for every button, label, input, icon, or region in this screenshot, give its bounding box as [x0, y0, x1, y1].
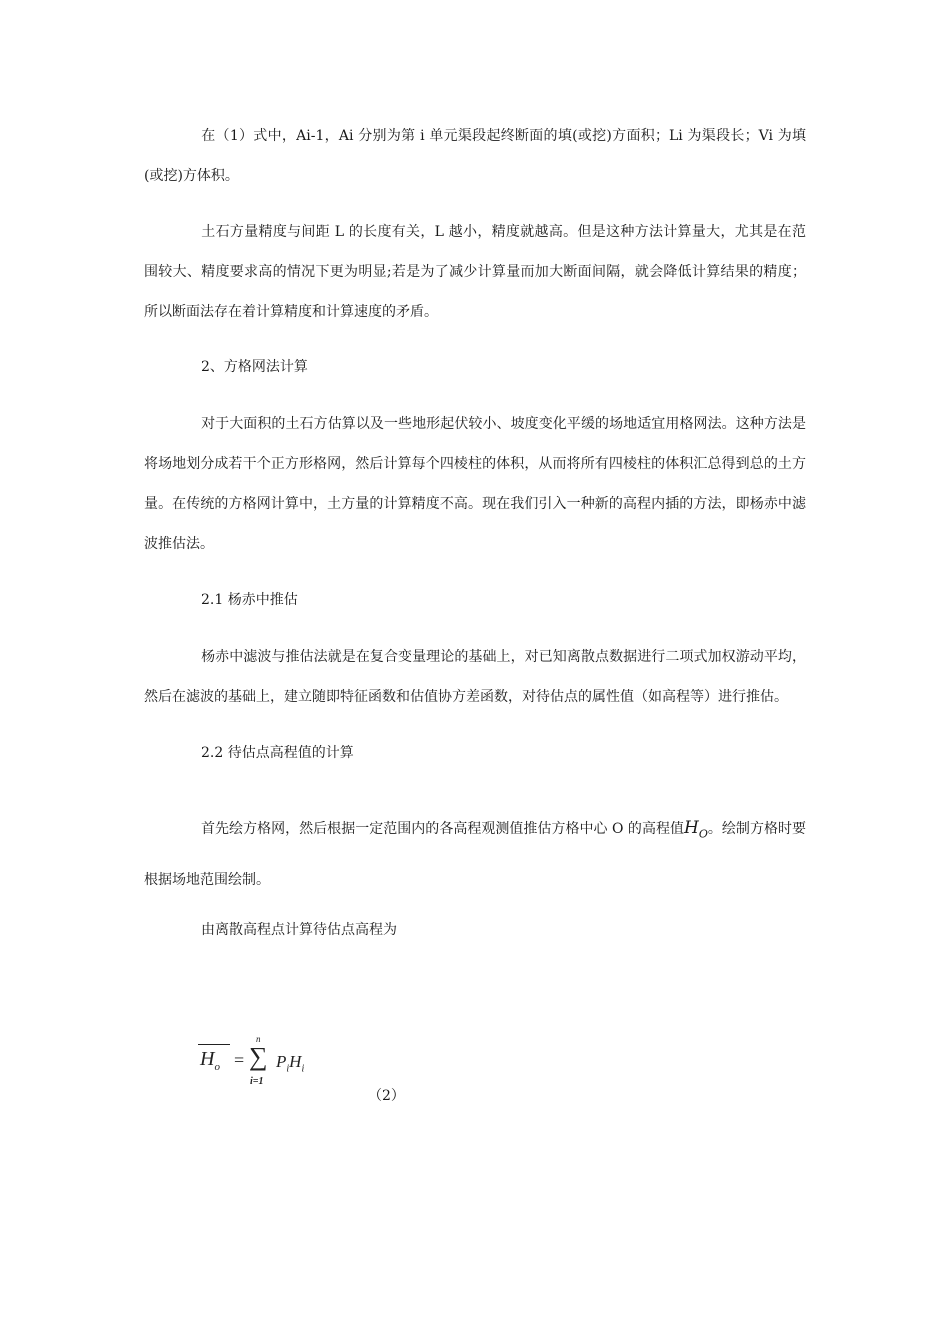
paragraph-grid-drawing: 首先绘方格网，然后根据一定范围内的各高程观测值推估方格中心 O 的高程值$H_O$。绘制方格时要根据场地范围绘制。: [144, 818, 806, 889]
formula-equals: =: [234, 1050, 245, 1070]
formula-lhs: $H_o$: [200, 1048, 220, 1073]
paragraph-yang-estimation: 杨赤中滤波与推估法就是在复合变量理论的基础上，对已知离散点数据进行二项式加权游动平均，然后在滤波的基础上，建立随即特征函数和估值协方差函数，对待估点的属性值（如高程等）进行推估。: [144, 649, 806, 705]
paragraph-accuracy: 土石方量精度与间距 L 的长度有关，L 越小，精度就越高。但是这种方法计算量大，尤其是在范围较大、精度要求高的情况下更为明显;若是为了减少计算量而加大断面间隔，就会降低计算结果的精度；所以断面法存在着计算精度和计算速度的矛盾。: [144, 224, 806, 320]
paragraph-grid-method: 对于大面积的土石方估算以及一些地形起伏较小、坡度变化平缓的场地适宜用格网法。这种方法是将场地划分成若干个正方形格网，然后计算每个四棱柱的体积，从而将所有四棱柱的体积汇总得到总的土方量。在传统的方格网计算中，土方量的计算精度不高。现在我们引入一种新的高程内插的方法，即杨赤中滤波推估法。: [144, 416, 806, 552]
heading-grid-method: 2、方格网法计算: [201, 359, 308, 375]
inline-symbol-h-o: $H_O$: [684, 818, 708, 841]
heading-elevation-calculation: 2.2 待估点高程值的计算: [201, 745, 354, 761]
sum-upper-limit: n: [256, 1034, 261, 1044]
formula-term: $P_iH_i$: [276, 1052, 305, 1075]
overline: [198, 1044, 230, 1045]
paragraph-elevation-intro: 由离散高程点计算待估点高程为: [201, 922, 397, 938]
sum-lower-limit: i=1: [250, 1076, 264, 1087]
heading-yang-estimation: 2.1 杨赤中推估: [201, 592, 298, 608]
formula-2: [196, 1034, 346, 1100]
sum-sign: ∑: [249, 1042, 268, 1071]
equation-number: （2）: [368, 1088, 405, 1104]
paragraph-section-areas: 在（1）式中，Ai-1，Ai 分别为第 i 单元渠段起终断面的填(或挖)方面积；Li 为渠段长；Vi 为填(或挖)方体积。: [144, 128, 806, 184]
